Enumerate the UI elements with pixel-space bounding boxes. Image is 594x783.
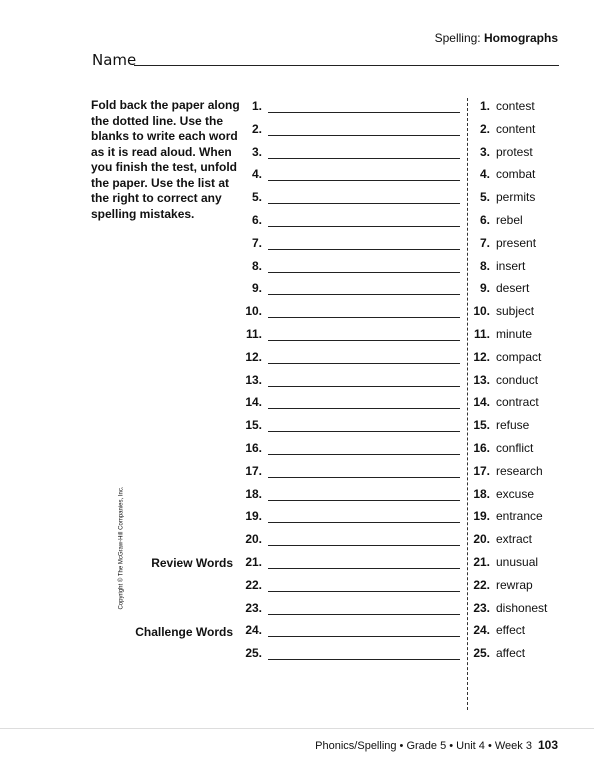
word-list-item xyxy=(473,487,583,505)
word-list-item xyxy=(473,259,583,277)
blank-number: 21. xyxy=(245,555,262,569)
word-list-item xyxy=(473,532,583,550)
word-number: 18. xyxy=(473,486,490,501)
answer-blank-row xyxy=(230,350,460,368)
answer-blank-row xyxy=(230,373,460,391)
spelling-word: rebel xyxy=(496,213,523,227)
blank-number: 9. xyxy=(251,281,262,296)
answer-blank-row xyxy=(230,532,460,550)
word-number: 2. xyxy=(479,121,490,136)
answer-line[interactable] xyxy=(268,180,460,181)
blank-number: 7. xyxy=(251,235,262,250)
word-number: 10. xyxy=(473,304,490,319)
word-list-item xyxy=(473,373,583,391)
word-number: 7. xyxy=(479,235,490,250)
word-number: 4. xyxy=(479,167,490,182)
answer-blank-row xyxy=(230,555,460,573)
answer-line[interactable] xyxy=(268,386,460,387)
blank-number: 20. xyxy=(245,532,262,547)
spelling-word: entrance xyxy=(496,509,543,524)
answer-blank-row xyxy=(230,441,460,459)
answer-line[interactable] xyxy=(268,363,460,364)
answer-blank-row xyxy=(230,418,460,436)
blank-number: 5. xyxy=(251,190,262,205)
word-number: 16. xyxy=(473,441,490,455)
answer-line[interactable] xyxy=(268,614,460,615)
word-number: 23. xyxy=(473,600,490,615)
copyright-notice: Copyright © The McGraw-Hill Companies, Inc. xyxy=(118,486,125,610)
spelling-word: conduct xyxy=(496,372,539,387)
spelling-word: refuse xyxy=(496,418,530,433)
word-list-item xyxy=(473,464,583,482)
spelling-word: compact xyxy=(496,349,542,364)
word-number: 19. xyxy=(473,509,490,524)
fold-dotted-line xyxy=(467,98,468,710)
blank-number: 13. xyxy=(245,372,262,387)
answer-blank-row xyxy=(230,99,460,117)
word-list-item xyxy=(473,236,583,254)
word-number: 20. xyxy=(473,532,490,547)
spelling-word: protest xyxy=(496,144,533,159)
word-list-item xyxy=(473,327,583,345)
spelling-word: minute xyxy=(496,327,533,341)
word-list-item xyxy=(473,578,583,596)
spelling-word: insert xyxy=(496,258,526,273)
word-number: 21. xyxy=(473,555,490,569)
blank-number: 15. xyxy=(245,418,262,433)
word-number: 9. xyxy=(479,281,490,296)
word-list-item xyxy=(473,646,583,664)
answer-line[interactable] xyxy=(268,135,460,136)
answer-line[interactable] xyxy=(268,591,460,592)
answer-blank-row xyxy=(230,578,460,596)
answer-blank-row xyxy=(230,327,460,345)
heading-prefix: Spelling: xyxy=(434,31,484,45)
blank-number: 8. xyxy=(251,258,262,273)
word-number: 15. xyxy=(473,418,490,433)
word-list-item xyxy=(473,623,583,641)
name-label: Name xyxy=(92,51,137,69)
answer-line[interactable] xyxy=(268,636,460,637)
word-list-item xyxy=(473,350,583,368)
word-list-item xyxy=(473,555,583,573)
footer-divider xyxy=(0,728,594,729)
answer-line[interactable] xyxy=(268,659,460,660)
word-list-item xyxy=(473,99,583,117)
blank-number: 16. xyxy=(245,441,262,455)
worksheet-heading xyxy=(435,31,558,45)
answer-blank-row xyxy=(230,190,460,208)
answer-line[interactable] xyxy=(268,158,460,159)
word-number: 5. xyxy=(479,190,490,205)
blank-number: 2. xyxy=(251,121,262,136)
spelling-word: contract xyxy=(496,395,539,410)
blank-number: 22. xyxy=(245,577,262,592)
review-words-label: Review Words xyxy=(151,556,233,570)
word-number: 11. xyxy=(473,327,490,341)
word-number: 6. xyxy=(479,213,490,227)
word-list-item xyxy=(473,395,583,413)
answer-line[interactable] xyxy=(268,568,460,569)
answer-line[interactable] xyxy=(268,294,460,295)
word-number: 13. xyxy=(473,372,490,387)
blank-number: 11. xyxy=(245,327,262,341)
answer-line[interactable] xyxy=(268,272,460,273)
blank-number: 3. xyxy=(251,144,262,159)
word-list-item xyxy=(473,509,583,527)
word-list-item xyxy=(473,304,583,322)
answer-blank-row xyxy=(230,167,460,185)
word-number: 3. xyxy=(479,144,490,159)
answer-blank-row xyxy=(230,395,460,413)
answer-line[interactable] xyxy=(268,203,460,204)
word-list-item xyxy=(473,190,583,208)
answer-line[interactable] xyxy=(268,431,460,432)
blank-number: 18. xyxy=(245,486,262,501)
word-list-item xyxy=(473,281,583,299)
blank-number: 4. xyxy=(251,167,262,182)
answer-blank-row xyxy=(230,145,460,163)
word-number: 25. xyxy=(473,646,490,661)
answer-blank-row xyxy=(230,213,460,231)
answer-blank-row xyxy=(230,646,460,664)
answer-line[interactable] xyxy=(268,408,460,409)
answer-line[interactable] xyxy=(268,249,460,250)
word-number: 12. xyxy=(473,349,490,364)
answer-line[interactable] xyxy=(268,545,460,546)
word-list-item xyxy=(473,601,583,619)
heading-topic: Homographs xyxy=(483,31,558,45)
blank-number: 14. xyxy=(245,395,262,410)
word-number: 17. xyxy=(473,463,490,478)
blank-number: 1. xyxy=(251,99,262,113)
spelling-word: extract xyxy=(496,532,533,547)
blank-number: 23. xyxy=(245,600,262,615)
spelling-word: conflict xyxy=(496,441,534,455)
word-list-item xyxy=(473,441,583,459)
blank-number: 19. xyxy=(245,509,262,524)
blank-number: 24. xyxy=(245,623,262,638)
spelling-word: contest xyxy=(496,99,535,113)
word-number: 14. xyxy=(473,395,490,410)
word-number: 1. xyxy=(479,99,490,113)
blank-number: 17. xyxy=(245,463,262,478)
answer-blank-row xyxy=(230,259,460,277)
spelling-word: effect xyxy=(496,623,526,638)
answer-blank-row xyxy=(230,122,460,140)
answer-line[interactable] xyxy=(268,500,460,501)
spelling-word: excuse xyxy=(496,486,535,501)
spelling-word: present xyxy=(496,235,537,250)
word-list-item xyxy=(473,167,583,185)
word-number: 24. xyxy=(473,623,490,638)
answer-blank-row xyxy=(230,464,460,482)
answer-blank-row xyxy=(230,601,460,619)
spelling-word: combat xyxy=(496,167,536,182)
answer-line[interactable] xyxy=(268,112,460,113)
answer-line[interactable] xyxy=(268,317,460,318)
footer-text: Phonics/Spelling • Grade 5 • Unit 4 • Week 3 xyxy=(315,740,532,752)
answer-blank-row xyxy=(230,281,460,299)
word-list-item xyxy=(473,213,583,231)
answer-line[interactable] xyxy=(268,454,460,455)
word-number: 22. xyxy=(473,577,490,592)
answer-line[interactable] xyxy=(268,522,460,523)
spelling-word: permits xyxy=(496,190,536,205)
blank-number: 25. xyxy=(245,646,262,661)
blank-number: 6. xyxy=(251,213,262,227)
answer-blank-row xyxy=(230,509,460,527)
word-list-item xyxy=(473,122,583,140)
page-number: 103 xyxy=(537,738,558,752)
footer xyxy=(315,738,558,752)
spelling-word: subject xyxy=(496,304,535,319)
blank-number: 10. xyxy=(245,304,262,319)
word-list-item xyxy=(473,418,583,436)
instructions: Fold back the paper along the dotted line. Use the blanks to write each word as it is read aloud. When you finish the test, unfold the paper. Use the list at the right to correct any spelling mistakes. xyxy=(91,98,240,221)
name-field xyxy=(92,51,559,71)
answer-blank-row xyxy=(230,304,460,322)
answer-line[interactable] xyxy=(268,340,460,341)
spelling-word: affect xyxy=(496,646,526,661)
spelling-word: unusual xyxy=(496,555,539,569)
blank-number: 12. xyxy=(245,349,262,364)
answer-blank-row xyxy=(230,623,460,641)
spelling-word: rewrap xyxy=(496,577,533,592)
spelling-word: dishonest xyxy=(496,600,548,615)
spelling-word: desert xyxy=(496,281,530,296)
word-number: 8. xyxy=(479,258,490,273)
answer-line[interactable] xyxy=(268,477,460,478)
name-line xyxy=(134,65,559,66)
spelling-word: research xyxy=(496,463,543,478)
answer-blank-row xyxy=(230,236,460,254)
answer-line[interactable] xyxy=(268,226,460,227)
word-list-item xyxy=(473,145,583,163)
answer-blank-row xyxy=(230,487,460,505)
spelling-word: content xyxy=(496,121,536,136)
challenge-words-label: Challenge Words xyxy=(135,625,233,639)
